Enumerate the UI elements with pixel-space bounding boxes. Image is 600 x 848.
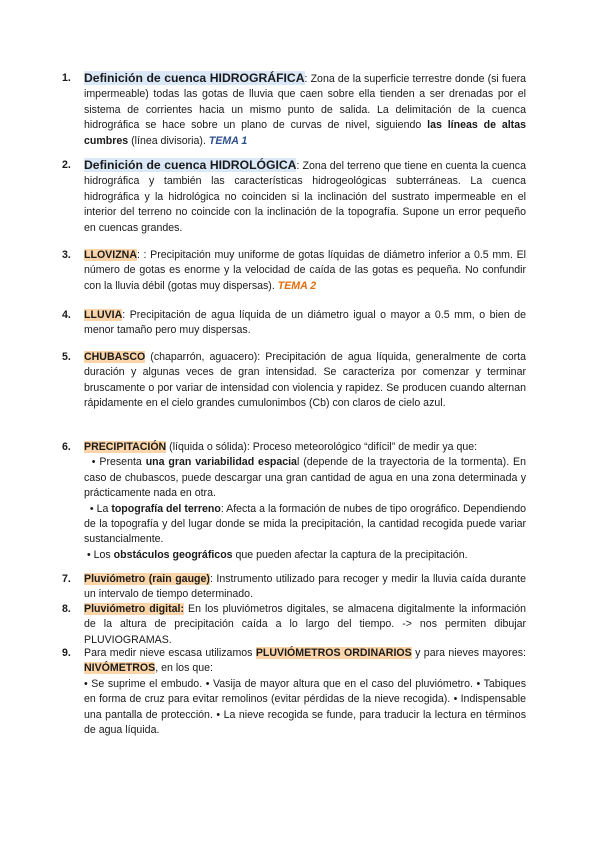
definition-text: (línea divisoria). xyxy=(128,134,209,147)
term-highlight: Definición de cuenca HIDROLÓGICA xyxy=(84,158,297,172)
term-highlight: NIVÓMETROS xyxy=(84,662,156,675)
definition-text: En los pluviómetros digitales, se almacena digitalmente la información de la altura de precipitación caída a lo largo del tiempo. -> nos permiten dibujar PLUVIOGRAMAS. xyxy=(84,603,526,646)
list-item xyxy=(62,602,526,648)
term-highlight: PRECIPITACIÓN xyxy=(84,441,167,453)
item-number: 7. xyxy=(62,573,71,585)
list-item xyxy=(62,440,526,563)
bold-text: las líneas de altas cumbres xyxy=(84,119,526,147)
bullet-item: • Los obstáculos geográficos que pueden afectar la captura de la precipitación. xyxy=(86,548,468,561)
list-item xyxy=(62,248,526,294)
list-item xyxy=(62,646,526,738)
tema-tag: TEMA 1 xyxy=(208,134,248,147)
bullet-paragraph: • Se suprime el embudo. • Vasija de mayor altura que en el caso del pluviómetro. • Tabiques en forma de cruz para evitar remolinos (evitar pérdidas de la nieve recogida). • Indispensable una pantalla de protección. • La nieve recogida se funde, para traducir la lectura en términos de agua líquida. xyxy=(84,677,526,737)
list-item xyxy=(62,308,526,339)
definition-text: : : Precipitación muy uniforme de gotas líquidas de diámetro inferior a 0.5 mm. El número de gotas es enorme y la velocidad de caída de las gotas es pequeña. No confundir con la lluvia débil (gotas muy dispersas). xyxy=(84,249,526,292)
definition-text: : Zona del terreno que tiene en cuenta la cuenca hidrográfica y también las características hidrogeológicas subterráneas. La cuenca hidrográfica y la hidrológica no coinciden si la inclinación del sustrato impermeable en el interior del terreno no coincide con la inclinación de la topografía. Supone un error pequeño en cuencas grandes. xyxy=(84,160,526,234)
tema-tag: TEMA 2 xyxy=(277,279,317,292)
item-number: 3. xyxy=(62,249,71,261)
item-number: 2. xyxy=(62,159,71,171)
bullet-item: • La topografía del terreno: Afecta a la formación de nubes de tipo orográfico. Dependiendo de la topografía y del lugar donde se mida la precipitación, la cantidad recogida puede variar sustancialmente. xyxy=(84,502,526,546)
term-highlight: LLUVIA xyxy=(84,309,123,321)
definition-text: : Precipitación de agua líquida de un diámetro igual o mayor a 0.5 mm, o bien de menor tamaño pero muy dispersas. xyxy=(84,309,526,337)
item-number: 1. xyxy=(62,72,71,84)
item-number: 4. xyxy=(62,309,71,321)
definition-text: Para medir nieve escasa utilizamos xyxy=(84,647,256,659)
term-highlight: PLUVIÓMETROS ORDINARIOS xyxy=(255,647,412,659)
definition-text: (líquida o sólida): Proceso meteorológico “difícil” de medir ya que: xyxy=(166,441,478,453)
item-number: 5. xyxy=(62,351,71,363)
item-number: 8. xyxy=(62,603,71,615)
definition-text: , en los que: xyxy=(155,662,213,675)
term-highlight: LLOVIZNA xyxy=(84,249,137,261)
bullet-item: • Presenta una gran variabilidad espacial (depende de la trayectoria de la tormenta). En caso de chubascos, puede descargar una gran cantidad de agua en una zona determinada y prácticamente nada en otra. xyxy=(84,456,526,500)
term-highlight: Definición de cuenca HIDROGRÁFICA xyxy=(84,71,305,85)
list-item xyxy=(62,71,527,149)
definition-text: (chaparrón, aguacero): Precipitación de agua líquida, generalmente de corta duración y algunas veces de gran intensidad. Se caracteriza por comenzar y terminar bruscamente o por variar de intensidad con violencia y rapidez. Se producen cuando alternan rápidamente en el cielo grandes cumulonimbos (Cb) con claros de cielo azul. xyxy=(84,351,526,410)
term-highlight: Pluviómetro (rain gauge) xyxy=(84,573,210,585)
term-highlight: CHUBASCO xyxy=(84,351,146,363)
term-highlight: Pluviómetro digital: xyxy=(84,603,184,615)
item-number: 9. xyxy=(62,647,71,659)
list-item xyxy=(62,350,526,412)
definition-text: : Zona de la superficie terrestre donde (si fuera impermeable) todas las gotas de lluvia que caen sobre ella tienden a ser drenadas por el sistema de corrientes hacia un mismo punto de salida. La delimitación de la cuenca hidrográfica se hace sobre un plano de curvas de nivel, siguiendo xyxy=(84,73,527,132)
definition-text: y para nieves mayores: xyxy=(411,647,526,659)
definition-text: : Instrumento utilizado para recoger y medir la lluvia caída durante un intervalo de tiempo determinado. xyxy=(84,573,526,601)
item-number: 6. xyxy=(62,441,71,453)
list-item xyxy=(62,572,526,603)
list-item xyxy=(62,158,526,236)
